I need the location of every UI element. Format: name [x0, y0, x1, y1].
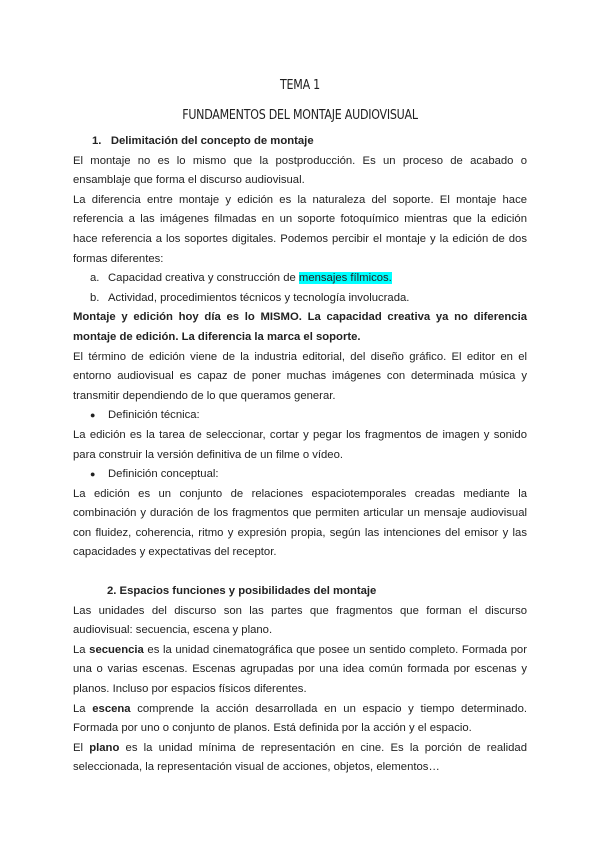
paragraph-definicion-tecnica: La edición es la tarea de seleccionar, cortar y pegar los fragmentos de imagen y sonido para construir la versión definitiva de un filme o vídeo. [73, 428, 527, 461]
paragraph-plano [73, 739, 527, 778]
text-fragment: El [73, 741, 90, 754]
paragraph-termino-edicion: El término de edición viene de la industria editorial, del diseño gráfico. El editor en el entorno audiovisual es capaz de poner muchas imágenes con determinada música y transmitir dependiendo de lo que queramos generar. [73, 350, 527, 402]
paragraph-unidades-discurso: Las unidades del discurso son las partes que fragmentos que forman el discurso audiovisual: secuencia, escena y plano. [73, 604, 527, 637]
list-item-a-text: Capacidad creativa y construcción de [108, 272, 299, 285]
paragraph-definicion-conceptual: La edición es un conjunto de relaciones espaciotemporales creadas mediante la combinación y duración de los fragmentos que permiten articular un mensaje audiovisual con fluidez, coherencia, ritmo y expresión propia, según las intenciones del emisor y las capacidades y expectativas del receptor. [73, 487, 527, 559]
paragraph-montaje-postproduccion: El montaje no es lo mismo que la postproducción. Es un proceso de acabado o ensamblaje que forma el discurso audiovisual. [73, 154, 527, 187]
list-marker-a: a. [90, 272, 100, 285]
document-body [73, 132, 527, 778]
paragraph-secuencia [73, 641, 527, 700]
list-marker-b: b. [90, 291, 100, 304]
section-gap [73, 563, 527, 582]
term-secuencia: secuencia [89, 643, 144, 656]
term-escena: escena [92, 702, 131, 715]
term-plano: plano [89, 741, 120, 754]
bullet-icon: ● [90, 469, 96, 480]
text-fragment: La [73, 702, 93, 715]
section-1-heading [73, 132, 527, 152]
bullet-definicion-conceptual [73, 465, 527, 485]
highlighted-text: mensajes fílmicos. [298, 272, 392, 285]
text-fragment: es la unidad mínima de representación en cine. Es la porción de realidad seleccionada, la representación visual de acciones, objetos, elementos… [73, 741, 527, 774]
paragraph-diferencia-soporte: La diferencia entre montaje y edición es la naturaleza del soporte. El montaje hace referencia a las imágenes filmadas en un soporte fotoquímico mientras que la edición hace referencia a los soportes digitales. Podemos percibir el montaje y la edición de dos formas diferentes: [73, 193, 527, 265]
text-fragment: es la unidad cinematográfica que posee un sentido completo. Formada por una o varias escenas. Escenas agrupadas por una idea común formada por escenas y planos. Incluso por espacios físicos diferentes. [73, 643, 527, 696]
bold-statement: Montaje y edición hoy día es lo MISMO. La capacidad creativa ya no diferencia montaje de edición. La diferencia la marca el soporte. [73, 311, 527, 343]
text-fragment: La [73, 643, 90, 656]
list-item-a [73, 269, 527, 289]
list-item-b [73, 289, 527, 309]
document-title: FUNDAMENTOS DEL MONTAJE AUDIOVISUAL [182, 107, 418, 123]
topic-number: TEMA 1 [280, 77, 320, 93]
section-1-heading-text: Delimitación del concepto de montaje [110, 135, 314, 147]
bullet-icon: ● [90, 410, 96, 421]
section-2-heading: 2. Espacios funciones y posibilidades del montaje [107, 585, 377, 598]
bullet-definicion-tecnica [73, 406, 527, 426]
list-item-b-text: Actividad, procedimientos técnicos y tecnología involucrada. [108, 291, 410, 304]
bullet-1-text: Definición técnica: [108, 409, 200, 422]
text-fragment: comprende la acción desarrollada en un espacio y tiempo determinado. Formada por uno o conjunto de planos. Está definida por la acción y el espacio. [73, 702, 527, 735]
section-1-number: 1. [92, 135, 102, 147]
bullet-2-text: Definición conceptual: [108, 468, 219, 481]
paragraph-escena [73, 700, 527, 739]
